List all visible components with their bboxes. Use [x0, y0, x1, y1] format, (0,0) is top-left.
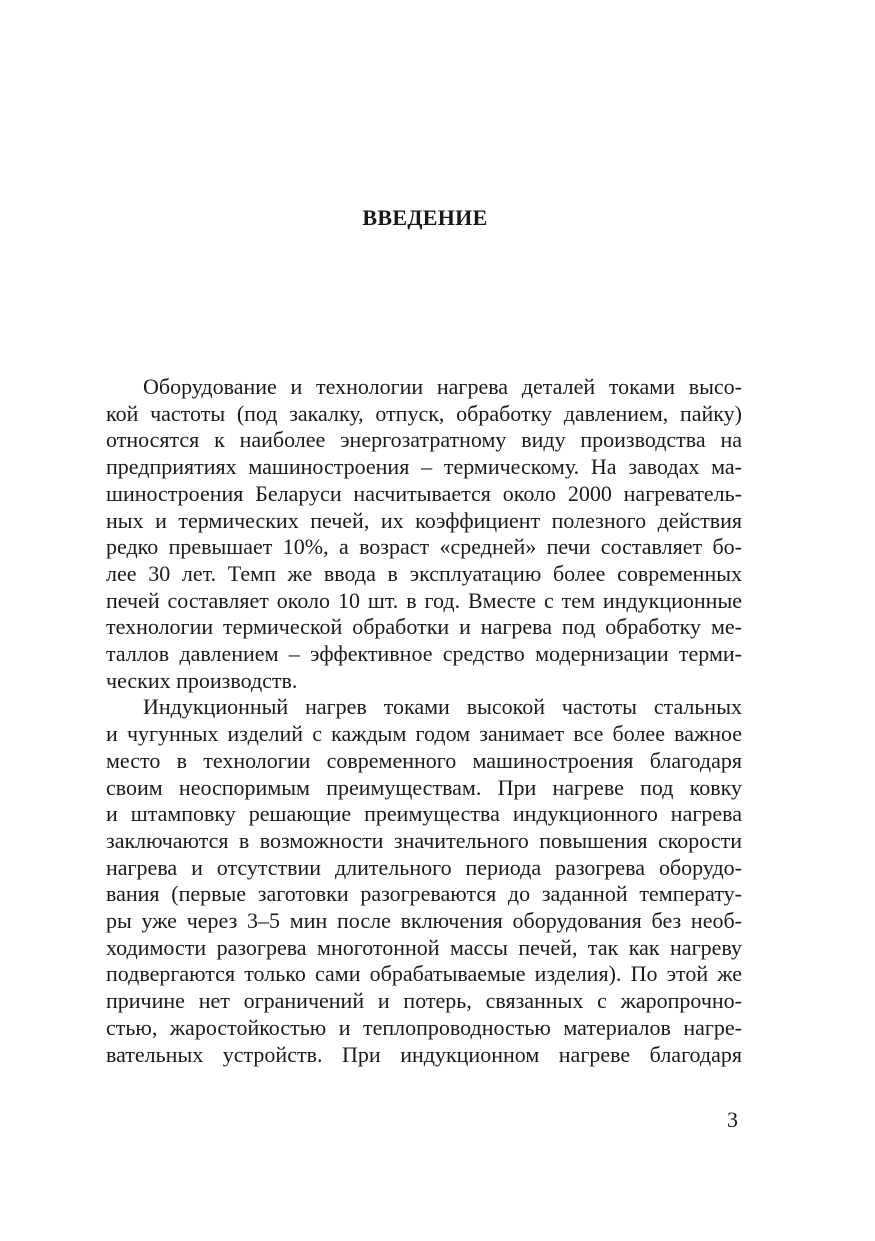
text-line: нагрева и отсутствии длительного периода разогрева оборудо- — [106, 854, 742, 880]
text-line: кой частоты (под закалку, отпуск, обработку давлением, пайку) — [106, 400, 742, 426]
text-line: заключаются в возможности значительного повышения скорости — [106, 827, 742, 853]
text-line: и чугунных изделий с каждым годом занимает все более важное — [106, 721, 742, 747]
text-line: вательных устройств. При индукционном нагреве благодаря — [106, 1041, 742, 1067]
text-line: ходимости разогрева многотонной массы печей, так как нагреву — [106, 934, 742, 960]
paragraph — [106, 374, 742, 694]
text-line: технологии термической обработки и нагрева под обработку ме- — [106, 614, 742, 640]
text-line: ных и термических печей, их коэффициент полезного действия — [106, 507, 742, 533]
paragraph — [106, 694, 742, 1068]
text-line: стью, жаростойкостью и теплопроводностью материалов нагре- — [106, 1014, 742, 1040]
text-line: предприятиях машиностроения – термическому. На заводах ма- — [106, 454, 742, 480]
text-line: причине нет ограничений и потерь, связанных с жаропрочно- — [106, 988, 742, 1014]
text-line: место в технологии современного машиностроения благодаря — [106, 747, 742, 773]
text-line: шиностроения Беларуси насчитывается около 2000 нагреватель- — [106, 480, 742, 506]
text-line: печей составляет около 10 шт. в год. Вместе с тем индукционные — [106, 587, 742, 613]
text-line: таллов давлением – эффективное средство модернизации терми- — [106, 641, 742, 667]
text-line: своим неоспоримым преимуществам. При нагреве под ковку — [106, 774, 742, 800]
text-line: и штамповку решающие преимущества индукционного нагрева — [106, 801, 742, 827]
body-text — [106, 374, 742, 1068]
text-line: подвергаются только сами обрабатываемые изделия). По этой же — [106, 961, 742, 987]
page-heading: ВВЕДЕНИЕ — [362, 204, 488, 230]
page-number: 3 — [727, 1107, 738, 1132]
text-line: лее 30 лет. Темп же ввода в эксплуатацию более современных — [106, 560, 742, 586]
text-line: Индукционный нагрев токами высокой частоты стальных — [143, 694, 742, 720]
text-line: относятся к наиболее энергозатратному виду производства на — [106, 427, 742, 453]
text-line: ры уже через 3–5 мин после включения оборудования без необ- — [106, 908, 742, 934]
text-line: редко превышает 10%, а возраст «средней» печи составляет бо- — [106, 534, 742, 560]
text-line: вания (первые заготовки разогреваются до заданной температу- — [106, 881, 742, 907]
text-line: ческих производств. — [106, 667, 298, 693]
text-line: Оборудование и технологии нагрева деталей токами высо- — [143, 374, 742, 399]
